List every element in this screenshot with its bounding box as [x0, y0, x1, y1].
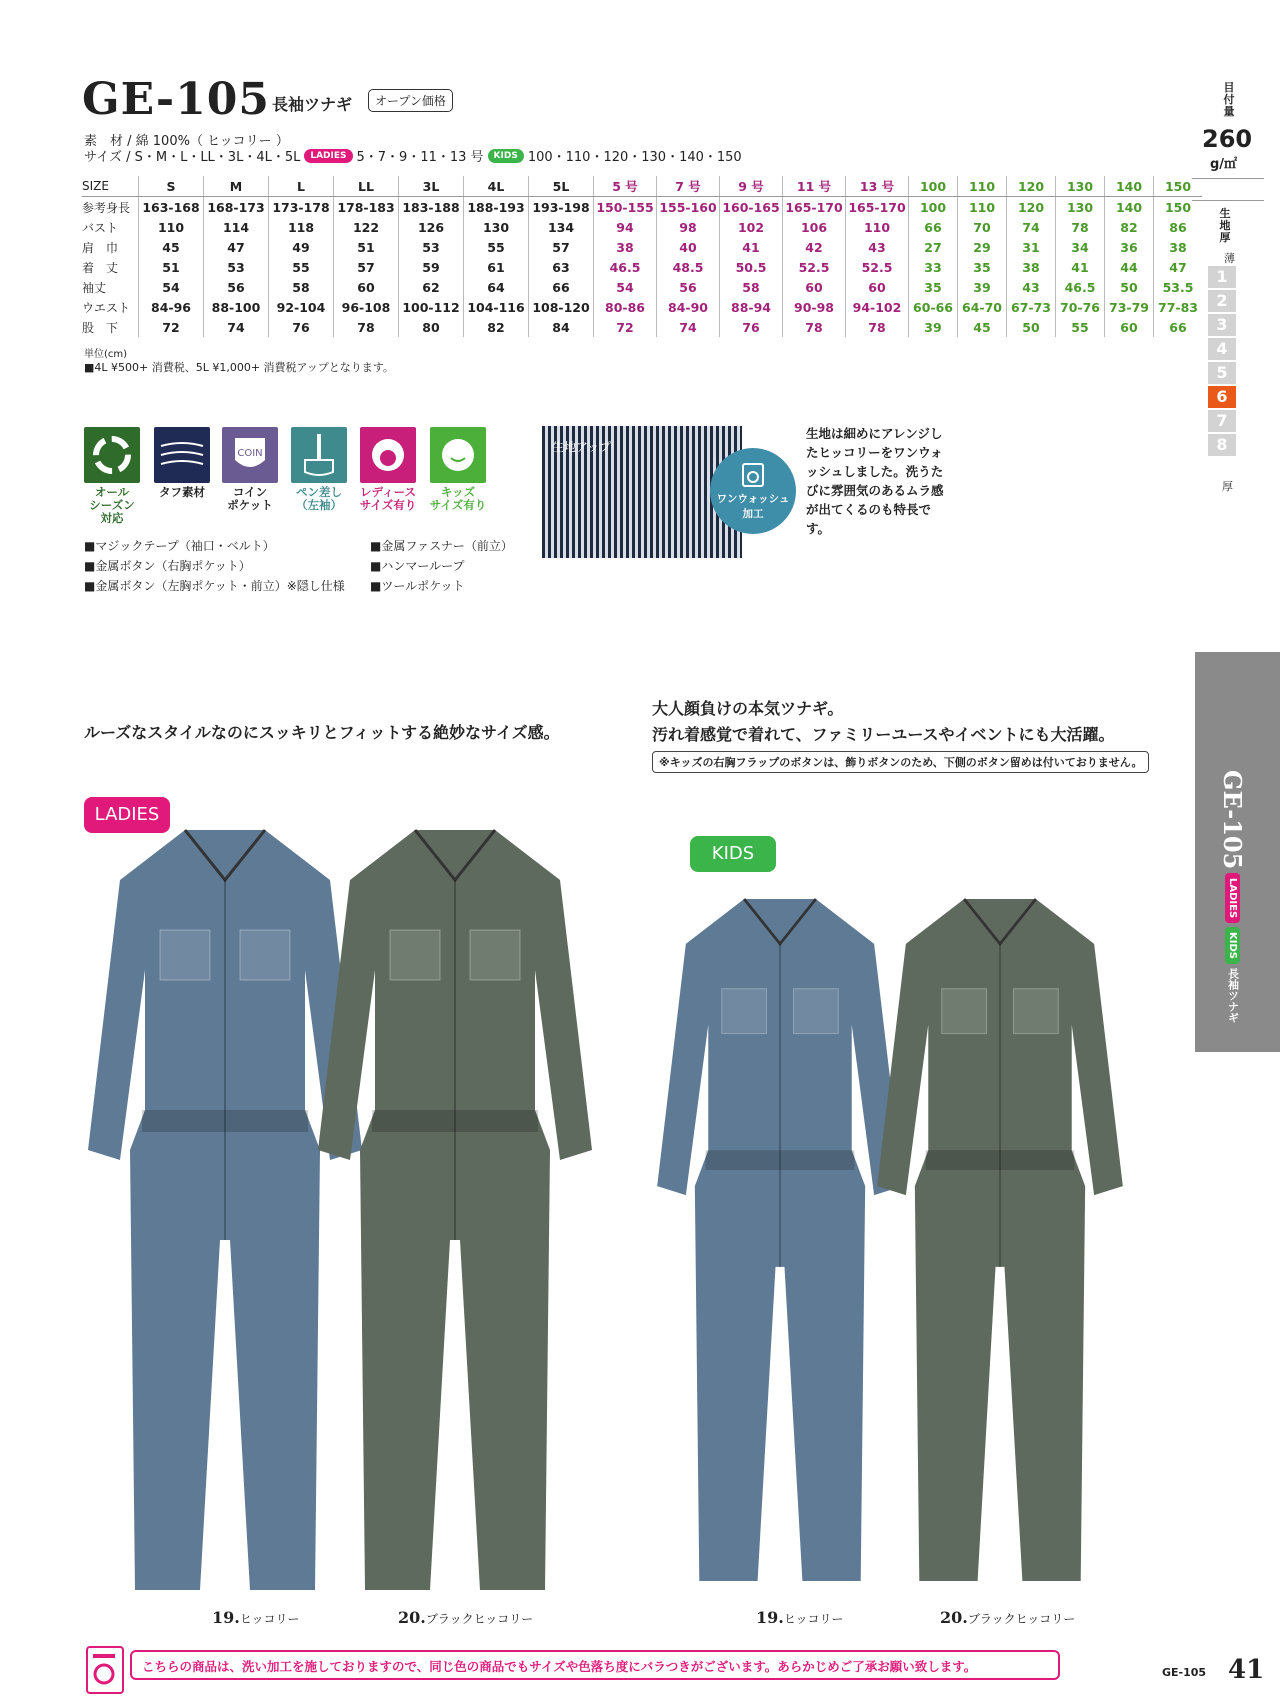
size-cell: 46.5	[594, 257, 657, 277]
size-cell: 72	[139, 317, 204, 337]
thickness-scale-step: 3	[1208, 314, 1236, 336]
size-row	[82, 277, 1202, 297]
size-cell: 58	[269, 277, 334, 297]
size-cell: 118	[269, 217, 334, 237]
weight-unit: g/㎡	[1210, 157, 1238, 172]
one-wash-label: ワンウォッシュ	[716, 493, 790, 505]
product-color-name: ヒッコリー	[783, 1612, 844, 1626]
size-cell: 53.5	[1154, 277, 1203, 297]
size-cell: 73-79	[1105, 297, 1154, 317]
size-cell: 34	[1056, 237, 1105, 257]
size-cell: 47	[1154, 257, 1203, 277]
icon-caption-line: シーズン	[89, 498, 135, 512]
size-cell: 70	[958, 217, 1007, 237]
size-cell: 54	[139, 277, 204, 297]
all-season-icon	[84, 427, 140, 483]
feature-item: ■ハンマーループ	[370, 559, 465, 573]
size-cell: 4L	[464, 176, 529, 197]
size-cell: 90-98	[783, 297, 846, 317]
page-number: 41	[1228, 1655, 1265, 1685]
washing-machine-icon	[740, 462, 766, 488]
svg-text:COIN: COIN	[237, 448, 263, 459]
icon-caption	[279, 486, 359, 512]
size-row-header: ウエスト	[82, 300, 131, 315]
size-cell: 64-70	[958, 297, 1007, 317]
size-cell: 193-198	[529, 197, 594, 218]
size-cell: 58	[720, 277, 783, 297]
size-cell: 38	[1154, 237, 1203, 257]
size-cell: 55	[1056, 317, 1105, 337]
size-cell: 56	[657, 277, 720, 297]
size-cell: 55	[269, 257, 334, 277]
size-cell: 66	[529, 277, 594, 297]
size-cell: 84	[529, 317, 594, 337]
size-row	[82, 297, 1202, 317]
size-cell: 31	[1007, 237, 1056, 257]
size-row-header: バスト	[82, 220, 119, 235]
size-cell: 63	[529, 257, 594, 277]
size-row	[82, 217, 1202, 237]
icon-caption-line: オール	[94, 485, 130, 499]
size-cell: 80-86	[594, 297, 657, 317]
size-cell: 38	[594, 237, 657, 257]
side-tab-kids: KIDS	[1225, 927, 1240, 964]
product-caption	[940, 1608, 1075, 1627]
weight-label: 目付量	[1223, 81, 1235, 118]
side-tab-model: GE-105	[1218, 770, 1247, 870]
size-cell: 77-83	[1154, 297, 1203, 317]
icon-caption-line: ペン差し	[296, 485, 342, 499]
features-list-left	[84, 536, 345, 596]
size-cell: 78	[1056, 217, 1105, 237]
size-cell: 52.5	[846, 257, 909, 277]
size-cell: 78	[846, 317, 909, 337]
size-cell: 130	[1056, 176, 1105, 197]
coverall-image	[310, 820, 600, 1600]
size-table	[82, 176, 1202, 337]
size-cell: 150	[1154, 176, 1203, 197]
size-cell: 54	[594, 277, 657, 297]
size-cell: 165-170	[846, 197, 909, 218]
size-cell: 52.5	[783, 257, 846, 277]
size-cell: 46.5	[1056, 277, 1105, 297]
model-title: GE-105	[82, 74, 271, 125]
footer-model: GE-105	[1162, 1666, 1207, 1679]
size-cell: 140	[1105, 197, 1154, 218]
size-cell: 88-100	[204, 297, 269, 317]
size-cell: 70-76	[1056, 297, 1105, 317]
one-wash-label-2: 加工	[742, 508, 764, 520]
coverall-image	[870, 890, 1130, 1590]
size-cell: 59	[399, 257, 464, 277]
size-cell: 76	[720, 317, 783, 337]
thin-label: 薄	[1224, 252, 1235, 265]
size-cell: 13 号	[846, 176, 909, 197]
size-cell: 78	[334, 317, 399, 337]
thickness-scale-step: 7	[1208, 410, 1236, 432]
size-cell: 64	[464, 277, 529, 297]
size-cell: 5 号	[594, 176, 657, 197]
tough-material-icon	[154, 427, 210, 483]
tagline-kids-1: 大人顔負けの本気ツナギ。	[652, 699, 844, 718]
divider	[1192, 178, 1264, 179]
feature-item: ■金属ファスナー（前立）	[370, 539, 513, 553]
size-cell: 82	[1105, 217, 1154, 237]
size-cell: 67-73	[1007, 297, 1056, 317]
icon-caption	[72, 486, 152, 525]
size-cell: 57	[529, 237, 594, 257]
icon-caption-line: サイズ有り	[429, 498, 487, 512]
features-list-right	[370, 536, 513, 596]
size-row-header: 着 丈	[82, 260, 119, 275]
size-cell: 178-183	[334, 197, 399, 218]
icon-caption-line: レディース	[359, 485, 416, 499]
fabric-label: 生地アップ	[552, 440, 612, 454]
thickness-scale-step: 8	[1208, 434, 1236, 456]
coin-pocket-icon	[222, 427, 278, 483]
size-cell: 29	[958, 237, 1007, 257]
icon-caption-line: タフ素材	[159, 485, 205, 499]
thickness-scale-step: 2	[1208, 290, 1236, 312]
size-cell: 35	[958, 257, 1007, 277]
side-tab-text	[1218, 770, 1247, 1023]
size-cell: 60-66	[909, 297, 958, 317]
wash-notice: こちらの商品は、洗い加工を施しておりますので、同じ色の商品でもサイズや色落ち度にバラつきがございます。あらかじめご了承お願い致します。	[130, 1650, 1060, 1680]
material-line: 素 材 / 綿 100%（ ヒッコリー ）	[84, 134, 289, 149]
thickness-scale-step: 5	[1208, 362, 1236, 384]
size-cell: 110	[139, 217, 204, 237]
washing-icon	[86, 1646, 124, 1694]
feature-item: ■マジックテープ（袖口・ベルト）	[84, 539, 275, 553]
size-cell: 155-160	[657, 197, 720, 218]
size-cell: 130	[464, 217, 529, 237]
size-cell: 78	[783, 317, 846, 337]
feature-item: ■金属ボタン（右胸ポケット）	[84, 559, 251, 573]
sizes-line	[84, 146, 742, 165]
size-cell: 27	[909, 237, 958, 257]
size-cell: 47	[204, 237, 269, 257]
size-cell: 45	[958, 317, 1007, 337]
size-row	[82, 317, 1202, 337]
tax-note: ■4L ¥500+ 消費税、5L ¥1,000+ 消費税アップとなります。	[84, 361, 394, 374]
thick-label: 厚	[1222, 480, 1233, 493]
size-row	[82, 197, 1202, 218]
kids-tag: KIDS	[488, 149, 524, 163]
size-cell: 50.5	[720, 257, 783, 277]
size-row	[82, 257, 1202, 277]
size-cell: 96-108	[334, 297, 399, 317]
size-cell: 45	[139, 237, 204, 257]
size-cell: 122	[334, 217, 399, 237]
size-cell: 104-116	[464, 297, 529, 317]
size-row-header: SIZE	[82, 176, 139, 197]
size-cell: 173-178	[269, 197, 334, 218]
ladies-size-icon	[360, 427, 416, 483]
product-color-name: ヒッコリー	[239, 1612, 300, 1626]
size-row-header: 袖丈	[82, 280, 107, 295]
size-cell: 60	[1105, 317, 1154, 337]
sizes-prefix: サイズ / S・M・L・LL・3L・4L・5L	[84, 150, 301, 165]
icon-caption-line: サイズ有り	[359, 498, 417, 512]
size-cell: 39	[909, 317, 958, 337]
size-cell: 84-96	[139, 297, 204, 317]
size-cell: 76	[269, 317, 334, 337]
size-cell: 43	[846, 237, 909, 257]
size-cell: LL	[334, 176, 399, 197]
size-cell: M	[204, 176, 269, 197]
kids-size-icon	[430, 427, 486, 483]
size-cell: 150-155	[594, 197, 657, 218]
product-color-name: ブラックヒッコリー	[967, 1612, 1076, 1626]
icon-caption-line: （左袖）	[296, 498, 342, 512]
size-cell: 55	[464, 237, 529, 257]
product-number: 20.	[940, 1608, 968, 1627]
size-cell: 48.5	[657, 257, 720, 277]
size-cell: 114	[204, 217, 269, 237]
size-cell: 7 号	[657, 176, 720, 197]
tagline-ladies: ルーズなスタイルなのにスッキリとフィットする絶妙なサイズ感。	[84, 723, 560, 742]
size-cell: 108-120	[529, 297, 594, 317]
size-cell: 74	[204, 317, 269, 337]
size-cell: 53	[204, 257, 269, 277]
size-cell: 49	[269, 237, 334, 257]
size-cell: 98	[657, 217, 720, 237]
size-cell: 61	[464, 257, 529, 277]
icon-caption	[418, 486, 498, 512]
side-tab-sub: 長袖ツナギ	[1226, 968, 1240, 1024]
thickness-scale-step: 1	[1208, 266, 1236, 288]
size-cell: 53	[399, 237, 464, 257]
size-cell: 168-173	[204, 197, 269, 218]
size-cell: 74	[1007, 217, 1056, 237]
side-tab-ladies: LADIES	[1225, 873, 1240, 923]
size-cell: 82	[464, 317, 529, 337]
size-cell: 11 号	[783, 176, 846, 197]
size-cell: 60	[846, 277, 909, 297]
icon-caption	[210, 486, 290, 512]
size-cell: 140	[1105, 176, 1154, 197]
ladies-badge: LADIES	[84, 797, 170, 833]
product-caption	[212, 1608, 299, 1627]
size-cell: 40	[657, 237, 720, 257]
size-cell: 51	[139, 257, 204, 277]
price-badge: オープン価格	[368, 89, 453, 112]
thickness-scale-step: 4	[1208, 338, 1236, 360]
size-cell: 5L	[529, 176, 594, 197]
size-cell: S	[139, 176, 204, 197]
icon-caption	[348, 486, 428, 512]
product-number: 20.	[398, 1608, 426, 1627]
size-cell: 165-170	[783, 197, 846, 218]
size-cell: 66	[1154, 317, 1203, 337]
size-row-header: 参考身長	[82, 200, 131, 215]
divider	[1192, 200, 1264, 201]
size-cell: 41	[1056, 257, 1105, 277]
size-cell: 3L	[399, 176, 464, 197]
ladies-tag: LADIES	[304, 149, 352, 163]
size-cell: 41	[720, 237, 783, 257]
size-cell: 66	[909, 217, 958, 237]
size-cell: 72	[594, 317, 657, 337]
product-caption	[398, 1608, 533, 1627]
size-cell: 57	[334, 257, 399, 277]
kids-sizes: 100・110・120・130・140・150	[527, 150, 742, 165]
product-number: 19.	[756, 1608, 784, 1627]
size-cell: 62	[399, 277, 464, 297]
icon-caption-line: 対応	[100, 511, 124, 525]
product-caption	[756, 1608, 843, 1627]
icon-caption-line: コイン	[232, 485, 268, 499]
size-cell: 100	[909, 176, 958, 197]
size-cell: 102	[720, 217, 783, 237]
size-row-header: 股 下	[82, 320, 119, 335]
size-cell: 80	[399, 317, 464, 337]
size-cell: 188-193	[464, 197, 529, 218]
size-cell: 92-104	[269, 297, 334, 317]
feature-item: ■金属ボタン（左胸ポケット・前立）※隠し仕様	[84, 579, 345, 593]
size-cell: 126	[399, 217, 464, 237]
fabric-description: 生地は細めにアレンジしたヒッコリーをワンウォッシュしました。洗うたびに雰囲気のあるムラ感が出てくるのも特長です。	[806, 426, 944, 536]
size-cell: 106	[783, 217, 846, 237]
size-cell: 183-188	[399, 197, 464, 218]
size-cell: 86	[1154, 217, 1203, 237]
size-cell: 60	[334, 277, 399, 297]
size-cell: 84-90	[657, 297, 720, 317]
model-subtitle: 長袖ツナギ	[272, 95, 353, 114]
size-cell: 35	[909, 277, 958, 297]
kids-badge: KIDS	[690, 836, 776, 872]
pen-holder-icon	[291, 427, 347, 483]
size-cell: 110	[958, 176, 1007, 197]
size-cell: 50	[1105, 277, 1154, 297]
ladies-sizes: 5・7・9・11・13 号	[356, 150, 484, 165]
size-row	[82, 237, 1202, 257]
size-cell: 94	[594, 217, 657, 237]
size-cell: 38	[1007, 257, 1056, 277]
unit-note: 単位(cm)	[84, 349, 128, 360]
size-cell: 36	[1105, 237, 1154, 257]
size-cell: L	[269, 176, 334, 197]
size-cell: 56	[204, 277, 269, 297]
size-cell: 130	[1056, 197, 1105, 218]
size-cell: 110	[846, 217, 909, 237]
size-row-header: 肩 巾	[82, 240, 119, 255]
size-cell: 110	[958, 197, 1007, 218]
size-cell: 51	[334, 237, 399, 257]
icon-caption-line: ポケット	[227, 498, 273, 512]
one-wash-badge	[710, 448, 796, 534]
size-cell: 100-112	[399, 297, 464, 317]
size-cell: 74	[657, 317, 720, 337]
size-cell: 9 号	[720, 176, 783, 197]
size-cell: 60	[783, 277, 846, 297]
weight-value: 260	[1202, 125, 1253, 153]
size-cell: 88-94	[720, 297, 783, 317]
size-row	[82, 176, 1202, 197]
size-cell: 94-102	[846, 297, 909, 317]
size-cell: 120	[1007, 176, 1056, 197]
size-cell: 50	[1007, 317, 1056, 337]
size-cell: 43	[1007, 277, 1056, 297]
product-color-name: ブラックヒッコリー	[425, 1612, 534, 1626]
thickness-label: 生地厚	[1219, 207, 1231, 244]
size-cell: 150	[1154, 197, 1203, 218]
size-cell: 160-165	[720, 197, 783, 218]
size-cell: 39	[958, 277, 1007, 297]
tagline-kids-2: 汚れ着感覚で着れて、ファミリーユースやイベントにも大活躍。	[652, 725, 1115, 744]
product-number: 19.	[212, 1608, 240, 1627]
size-cell: 163-168	[139, 197, 204, 218]
size-cell: 120	[1007, 197, 1056, 218]
size-cell: 33	[909, 257, 958, 277]
size-cell: 100	[909, 197, 958, 218]
thickness-scale-step: 6	[1208, 386, 1236, 408]
size-cell: 134	[529, 217, 594, 237]
feature-item: ■ツールポケット	[370, 579, 465, 593]
icon-caption-line: キッズ	[440, 485, 476, 499]
size-cell: 42	[783, 237, 846, 257]
kids-button-note: ※キッズの右胸フラップのボタンは、飾りボタンのため、下側のボタン留めは付いておりません。	[652, 751, 1149, 773]
size-cell: 44	[1105, 257, 1154, 277]
